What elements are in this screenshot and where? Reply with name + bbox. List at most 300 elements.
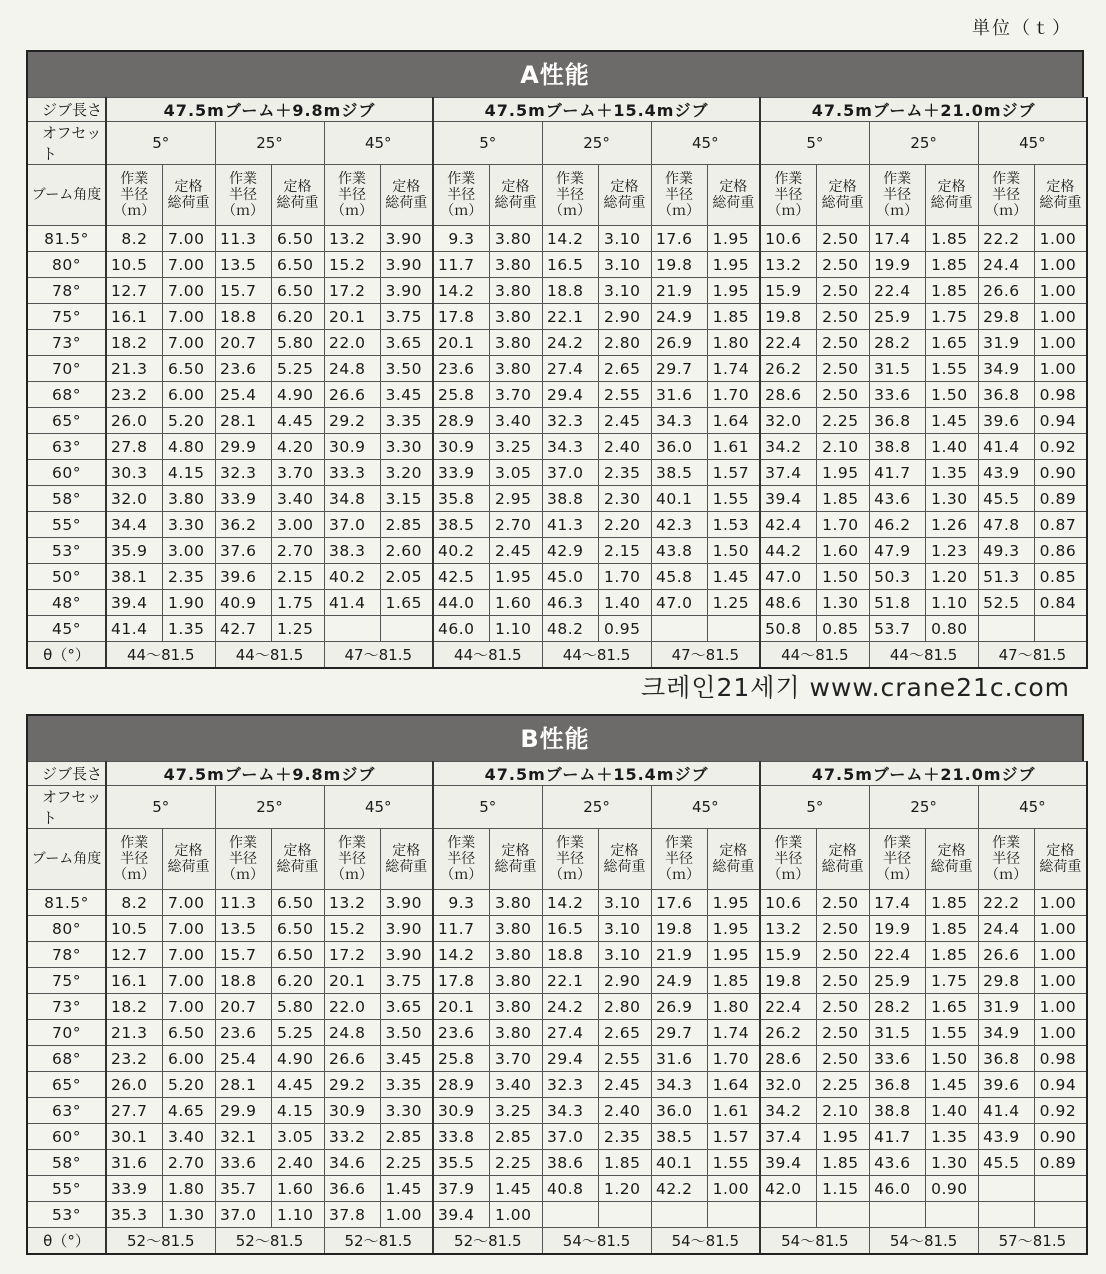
radius-cell: 27.4 xyxy=(542,356,598,382)
load-cell: 1.70 xyxy=(598,564,651,590)
load-cell: 1.70 xyxy=(707,1046,760,1072)
load-cell: 1.15 xyxy=(816,1176,869,1202)
load-cell: 2.25 xyxy=(489,1150,542,1176)
load-cell: 6.20 xyxy=(271,304,324,330)
load-cell: 1.70 xyxy=(707,382,760,408)
radius-cell: 23.2 xyxy=(106,1046,162,1072)
radius-cell: 47.9 xyxy=(869,538,925,564)
radius-header: 作業 半径 （ｍ） xyxy=(106,165,162,226)
table-row xyxy=(27,356,1087,382)
theta-range: 52～81.5 xyxy=(324,1228,433,1255)
radius-cell: 25.4 xyxy=(215,382,271,408)
load-cell: 2.85 xyxy=(380,512,433,538)
load-cell: 2.50 xyxy=(816,942,869,968)
radius-cell: 51.8 xyxy=(869,590,925,616)
offset-header: 45° xyxy=(324,786,433,829)
load-cell: 1.50 xyxy=(925,1046,978,1072)
load-cell: 1.61 xyxy=(707,434,760,460)
load-cell: 1.23 xyxy=(925,538,978,564)
load-cell: 1.85 xyxy=(925,890,978,916)
load-cell: 3.40 xyxy=(271,486,324,512)
load-cell: 0.89 xyxy=(1034,1150,1087,1176)
radius-cell: 18.8 xyxy=(215,968,271,994)
load-cell: 0.90 xyxy=(1034,460,1087,486)
table-row xyxy=(27,1098,1087,1124)
radius-cell: 46.2 xyxy=(869,512,925,538)
load-header: 定格 総荷重 xyxy=(489,165,542,226)
load-cell: 7.00 xyxy=(162,304,215,330)
table-row xyxy=(27,1020,1087,1046)
radius-cell: 34.3 xyxy=(542,434,598,460)
load-cell: 2.35 xyxy=(598,460,651,486)
load-cell: 5.20 xyxy=(162,1072,215,1098)
radius-cell: 37.0 xyxy=(542,1124,598,1150)
radius-cell: 19.9 xyxy=(869,252,925,278)
offset-row xyxy=(27,786,1087,829)
load-cell: 2.95 xyxy=(489,486,542,512)
load-cell: 7.00 xyxy=(162,252,215,278)
load-cell: 1.40 xyxy=(925,1098,978,1124)
load-cell: 0.94 xyxy=(1034,1072,1087,1098)
radius-cell: 38.8 xyxy=(869,1098,925,1124)
load-cell: 2.35 xyxy=(162,564,215,590)
radius-cell: 34.2 xyxy=(760,434,816,460)
radius-cell: 48.2 xyxy=(542,616,598,642)
table-row xyxy=(27,538,1087,564)
load-cell: 1.85 xyxy=(598,1150,651,1176)
load-cell: 1.85 xyxy=(925,942,978,968)
load-cell: 2.55 xyxy=(598,1046,651,1072)
offset-header: 25° xyxy=(215,786,324,829)
load-header: 定格 総荷重 xyxy=(271,165,324,226)
radius-cell: 42.0 xyxy=(760,1176,816,1202)
load-header: 定格 総荷重 xyxy=(707,165,760,226)
boom-angle-cell: 53° xyxy=(27,1202,106,1228)
radius-cell: 34.6 xyxy=(324,1150,380,1176)
load-cell: 3.50 xyxy=(380,356,433,382)
radius-cell: 28.1 xyxy=(215,1072,271,1098)
theta-range: 52～81.5 xyxy=(106,1228,215,1255)
load-cell: 1.55 xyxy=(707,1150,760,1176)
radius-cell: 15.9 xyxy=(760,278,816,304)
load-cell: 3.70 xyxy=(489,382,542,408)
radius-cell: 33.6 xyxy=(869,1046,925,1072)
boom-angle-cell: 55° xyxy=(27,512,106,538)
boom-angle-cell: 73° xyxy=(27,330,106,356)
boom-angle-cell: 81.5° xyxy=(27,890,106,916)
load-cell: 4.20 xyxy=(271,434,324,460)
radius-cell: 40.9 xyxy=(215,590,271,616)
load-cell: 2.50 xyxy=(816,252,869,278)
radius-cell: 43.6 xyxy=(869,486,925,512)
radius-cell: 26.6 xyxy=(324,1046,380,1072)
load-cell: 3.90 xyxy=(380,942,433,968)
load-cell xyxy=(1034,1202,1087,1228)
load-cell: 3.80 xyxy=(489,226,542,252)
radius-header: 作業 半径 （ｍ） xyxy=(978,829,1034,890)
radius-cell: 32.3 xyxy=(215,460,271,486)
load-header: 定格 総荷重 xyxy=(598,165,651,226)
offset-header: 45° xyxy=(978,786,1087,829)
boom-angle-cell: 63° xyxy=(27,434,106,460)
radius-cell: 38.6 xyxy=(542,1150,598,1176)
radius-cell: 26.6 xyxy=(324,382,380,408)
radius-cell: 17.8 xyxy=(433,968,489,994)
load-cell: 1.50 xyxy=(707,538,760,564)
load-cell: 1.85 xyxy=(925,226,978,252)
load-cell: 7.00 xyxy=(162,968,215,994)
boom-angle-cell: 75° xyxy=(27,304,106,330)
radius-cell: 29.4 xyxy=(542,382,598,408)
load-cell: 2.20 xyxy=(598,512,651,538)
offset-header: 5° xyxy=(433,122,542,165)
radius-cell: 29.9 xyxy=(215,434,271,460)
load-cell: 2.25 xyxy=(380,1150,433,1176)
load-cell: 1.60 xyxy=(489,590,542,616)
theta-range: 44～81.5 xyxy=(106,642,215,669)
table-row xyxy=(27,408,1087,434)
load-cell: 1.35 xyxy=(925,460,978,486)
load-header: 定格 総荷重 xyxy=(816,829,869,890)
theta-range: 44～81.5 xyxy=(215,642,324,669)
radius-cell: 15.2 xyxy=(324,252,380,278)
radius-cell: 31.6 xyxy=(106,1150,162,1176)
radius-cell: 38.3 xyxy=(324,538,380,564)
load-cell: 5.25 xyxy=(271,1020,324,1046)
load-cell: 1.25 xyxy=(271,616,324,642)
load-cell: 3.05 xyxy=(271,1124,324,1150)
offset-header: 5° xyxy=(106,786,215,829)
radius-cell: 28.2 xyxy=(869,330,925,356)
radius-cell: 35.3 xyxy=(106,1202,162,1228)
radius-cell: 37.8 xyxy=(324,1202,380,1228)
load-cell xyxy=(380,616,433,642)
load-cell: 3.90 xyxy=(380,278,433,304)
load-cell: 1.80 xyxy=(707,994,760,1020)
radius-cell: 14.2 xyxy=(433,942,489,968)
radius-cell: 23.6 xyxy=(433,1020,489,1046)
radius-cell: 34.9 xyxy=(978,356,1034,382)
load-cell: 1.45 xyxy=(707,564,760,590)
radius-cell: 35.8 xyxy=(433,486,489,512)
load-header: 定格 総荷重 xyxy=(816,165,869,226)
radius-cell: 25.9 xyxy=(869,968,925,994)
radius-cell: 41.4 xyxy=(106,616,162,642)
load-cell: 3.40 xyxy=(162,1124,215,1150)
load-cell: 2.60 xyxy=(380,538,433,564)
radius-cell: 30.9 xyxy=(433,1098,489,1124)
load-cell: 1.00 xyxy=(380,1202,433,1228)
load-cell: 0.98 xyxy=(1034,382,1087,408)
load-cell: 1.90 xyxy=(162,590,215,616)
load-cell: 1.55 xyxy=(707,486,760,512)
radius-cell: 37.4 xyxy=(760,1124,816,1150)
load-header: 定格 総荷重 xyxy=(925,829,978,890)
load-cell: 1.00 xyxy=(1034,278,1087,304)
radius-cell: 19.8 xyxy=(651,252,707,278)
load-cell: 3.35 xyxy=(380,1072,433,1098)
radius-cell: 29.7 xyxy=(651,356,707,382)
load-cell: 3.65 xyxy=(380,994,433,1020)
radius-cell: 37.6 xyxy=(215,538,271,564)
load-cell: 3.90 xyxy=(380,890,433,916)
radius-cell: 20.7 xyxy=(215,330,271,356)
radius-cell: 22.4 xyxy=(869,942,925,968)
radius-cell: 45.5 xyxy=(978,1150,1034,1176)
load-cell: 1.00 xyxy=(1034,1020,1087,1046)
load-cell: 1.10 xyxy=(925,590,978,616)
radius-cell: 18.2 xyxy=(106,330,162,356)
radius-cell: 22.2 xyxy=(978,890,1034,916)
table-row xyxy=(27,330,1087,356)
boom-angle-label: ブーム角度 xyxy=(27,829,106,890)
radius-cell: 14.2 xyxy=(542,890,598,916)
table-row xyxy=(27,1046,1087,1072)
load-cell: 2.85 xyxy=(489,1124,542,1150)
load-cell: 3.80 xyxy=(489,942,542,968)
radius-cell: 27.7 xyxy=(106,1098,162,1124)
radius-header: 作業 半径 （ｍ） xyxy=(651,165,707,226)
radius-header: 作業 半径 （ｍ） xyxy=(433,165,489,226)
load-cell: 3.10 xyxy=(598,942,651,968)
table-row xyxy=(27,942,1087,968)
load-cell: 3.25 xyxy=(489,1098,542,1124)
radius-cell: 15.7 xyxy=(215,278,271,304)
load-cell: 0.95 xyxy=(598,616,651,642)
load-header: 定格 総荷重 xyxy=(707,829,760,890)
load-cell: 1.00 xyxy=(489,1202,542,1228)
table-row xyxy=(27,1176,1087,1202)
offset-header: 5° xyxy=(433,786,542,829)
load-cell: 1.30 xyxy=(925,486,978,512)
radius-cell: 46.3 xyxy=(542,590,598,616)
load-cell: 1.30 xyxy=(162,1202,215,1228)
radius-cell: 33.9 xyxy=(106,1176,162,1202)
offset-row xyxy=(27,122,1087,165)
radius-cell: 36.0 xyxy=(651,434,707,460)
radius-cell: 34.9 xyxy=(978,1020,1034,1046)
radius-cell: 38.1 xyxy=(106,564,162,590)
radius-cell: 29.9 xyxy=(215,1098,271,1124)
boom-angle-cell: 70° xyxy=(27,356,106,382)
boom-angle-cell: 58° xyxy=(27,486,106,512)
radius-cell: 9.3 xyxy=(433,226,489,252)
radius-cell: 47.8 xyxy=(978,512,1034,538)
load-cell: 0.87 xyxy=(1034,512,1087,538)
radius-cell: 31.9 xyxy=(978,994,1034,1020)
radius-cell: 40.1 xyxy=(651,1150,707,1176)
boom-angle-cell: 68° xyxy=(27,382,106,408)
load-cell: 3.10 xyxy=(598,916,651,942)
table-row xyxy=(27,1150,1087,1176)
load-cell: 1.65 xyxy=(380,590,433,616)
load-cell: 3.10 xyxy=(598,252,651,278)
load-cell: 1.95 xyxy=(707,226,760,252)
load-cell: 3.00 xyxy=(162,538,215,564)
theta-range: 54～81.5 xyxy=(651,1228,760,1255)
radius-cell: 39.4 xyxy=(760,1150,816,1176)
theta-range: 52～81.5 xyxy=(433,1228,542,1255)
theta-range: 44～81.5 xyxy=(760,642,869,669)
load-cell: 1.40 xyxy=(598,590,651,616)
radius-cell: 29.2 xyxy=(324,408,380,434)
jib-length-label: ジブ長さ xyxy=(27,98,106,122)
jib-length-label: ジブ長さ xyxy=(27,762,106,786)
radius-cell: 46.0 xyxy=(433,616,489,642)
radius-cell: 11.7 xyxy=(433,916,489,942)
load-cell: 3.90 xyxy=(380,252,433,278)
load-header: 定格 総荷重 xyxy=(1034,165,1087,226)
load-cell: 2.50 xyxy=(816,1046,869,1072)
radius-cell: 13.2 xyxy=(324,890,380,916)
load-cell: 6.00 xyxy=(162,1046,215,1072)
load-cell: 1.95 xyxy=(707,942,760,968)
radius-cell: 26.9 xyxy=(651,330,707,356)
radius-cell: 33.9 xyxy=(215,486,271,512)
radius-cell: 22.4 xyxy=(869,278,925,304)
table-a-panel xyxy=(26,50,1084,669)
radius-cell: 21.9 xyxy=(651,278,707,304)
load-cell: 1.60 xyxy=(816,538,869,564)
offset-header: 45° xyxy=(651,122,760,165)
load-cell: 2.80 xyxy=(598,330,651,356)
radius-cell: 44.0 xyxy=(433,590,489,616)
radius-cell: 17.2 xyxy=(324,942,380,968)
load-cell: 1.20 xyxy=(925,564,978,590)
load-cell: 4.45 xyxy=(271,408,324,434)
load-cell: 1.00 xyxy=(1034,916,1087,942)
radius-cell: 42.3 xyxy=(651,512,707,538)
load-header: 定格 総荷重 xyxy=(380,165,433,226)
radius-cell: 42.5 xyxy=(433,564,489,590)
load-cell: 3.30 xyxy=(380,434,433,460)
load-cell: 2.25 xyxy=(816,1072,869,1098)
radius-cell: 22.1 xyxy=(542,968,598,994)
radius-cell: 33.2 xyxy=(324,1124,380,1150)
radius-header: 作業 半径 （ｍ） xyxy=(978,165,1034,226)
theta-range: 54～81.5 xyxy=(542,1228,651,1255)
load-cell: 7.00 xyxy=(162,942,215,968)
load-cell: 7.00 xyxy=(162,226,215,252)
radius-header: 作業 半径 （ｍ） xyxy=(324,165,380,226)
radius-cell: 22.4 xyxy=(760,994,816,1020)
load-cell: 2.40 xyxy=(598,434,651,460)
load-header: 定格 総荷重 xyxy=(271,829,324,890)
radius-cell: 33.6 xyxy=(869,382,925,408)
load-cell: 1.00 xyxy=(1034,994,1087,1020)
load-cell: 1.00 xyxy=(1034,356,1087,382)
radius-cell: 13.5 xyxy=(215,252,271,278)
jib-group-header: 47.5mブーム＋15.4mジブ xyxy=(433,762,760,786)
radius-cell: 52.5 xyxy=(978,590,1034,616)
radius-cell: 24.9 xyxy=(651,304,707,330)
load-cell: 1.00 xyxy=(1034,942,1087,968)
radius-cell: 20.7 xyxy=(215,994,271,1020)
load-cell: 2.10 xyxy=(816,434,869,460)
load-cell: 1.60 xyxy=(271,1176,324,1202)
load-cell: 2.45 xyxy=(598,1072,651,1098)
radius-header: 作業 半径 （ｍ） xyxy=(215,165,271,226)
radius-cell: 19.8 xyxy=(760,968,816,994)
load-cell: 1.95 xyxy=(489,564,542,590)
load-cell: 5.25 xyxy=(271,356,324,382)
radius-cell: 17.2 xyxy=(324,278,380,304)
load-cell: 1.65 xyxy=(925,994,978,1020)
load-cell: 2.50 xyxy=(816,916,869,942)
radius-cell: 39.6 xyxy=(978,408,1034,434)
load-cell: 1.45 xyxy=(925,408,978,434)
load-cell: 1.45 xyxy=(489,1176,542,1202)
radius-header: 作業 半径 （ｍ） xyxy=(869,829,925,890)
radius-cell: 28.9 xyxy=(433,408,489,434)
radius-cell: 37.4 xyxy=(760,460,816,486)
load-cell: 1.00 xyxy=(1034,330,1087,356)
load-cell: 1.30 xyxy=(925,1150,978,1176)
load-cell: 3.70 xyxy=(271,460,324,486)
radius-cell: 26.2 xyxy=(760,356,816,382)
radius-cell: 13.2 xyxy=(324,226,380,252)
load-cell: 1.45 xyxy=(380,1176,433,1202)
radius-cell: 25.8 xyxy=(433,382,489,408)
radius-cell: 36.8 xyxy=(978,1046,1034,1072)
radius-cell: 43.8 xyxy=(651,538,707,564)
boom-angle-cell: 70° xyxy=(27,1020,106,1046)
load-cell: 1.55 xyxy=(925,356,978,382)
radius-cell: 25.9 xyxy=(869,304,925,330)
radius-header: 作業 半径 （ｍ） xyxy=(433,829,489,890)
radius-cell: 10.6 xyxy=(760,226,816,252)
load-cell: 0.85 xyxy=(816,616,869,642)
radius-cell: 16.1 xyxy=(106,304,162,330)
radius-cell: 41.7 xyxy=(869,1124,925,1150)
load-cell: 0.92 xyxy=(1034,1098,1087,1124)
radius-cell: 10.5 xyxy=(106,916,162,942)
load-cell: 2.65 xyxy=(598,1020,651,1046)
table-row xyxy=(27,994,1087,1020)
theta-range: 54～81.5 xyxy=(760,1228,869,1255)
load-cell: 4.80 xyxy=(162,434,215,460)
load-cell: 6.50 xyxy=(271,226,324,252)
table-row xyxy=(27,278,1087,304)
load-cell: 3.15 xyxy=(380,486,433,512)
load-cell: 2.70 xyxy=(271,538,324,564)
boom-angle-cell: 50° xyxy=(27,564,106,590)
radius-cell: 30.9 xyxy=(433,434,489,460)
load-cell: 1.10 xyxy=(271,1202,324,1228)
load-cell: 2.05 xyxy=(380,564,433,590)
load-cell: 3.80 xyxy=(162,486,215,512)
load-header: 定格 総荷重 xyxy=(598,829,651,890)
radius-cell: 22.4 xyxy=(760,330,816,356)
load-cell: 5.20 xyxy=(162,408,215,434)
load-cell: 2.50 xyxy=(816,226,869,252)
radius-cell: 23.6 xyxy=(433,356,489,382)
load-cell: 3.50 xyxy=(380,1020,433,1046)
load-cell: 1.64 xyxy=(707,408,760,434)
radius-cell: 18.2 xyxy=(106,994,162,1020)
load-cell: 5.80 xyxy=(271,330,324,356)
theta-range: 52～81.5 xyxy=(215,1228,324,1255)
radius-cell xyxy=(651,616,707,642)
load-cell: 1.75 xyxy=(925,304,978,330)
theta-range: 44～81.5 xyxy=(433,642,542,669)
radius-cell: 38.8 xyxy=(869,434,925,460)
table-b-panel xyxy=(26,714,1084,1255)
radius-cell: 18.8 xyxy=(542,278,598,304)
radius-cell: 45.5 xyxy=(978,486,1034,512)
radius-cell: 11.7 xyxy=(433,252,489,278)
load-cell: 7.00 xyxy=(162,890,215,916)
